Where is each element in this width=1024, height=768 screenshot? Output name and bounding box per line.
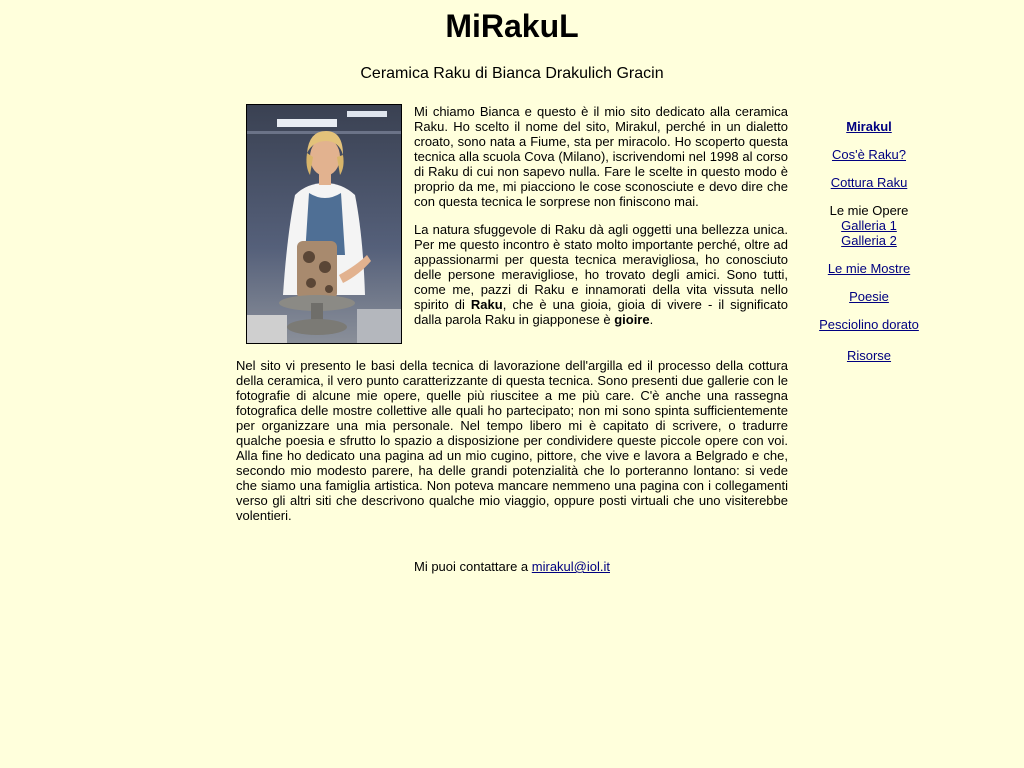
nav-link-cose-raku[interactable]: Cos'è Raku? bbox=[831, 147, 907, 162]
intro-paragraph-2 bbox=[414, 222, 788, 327]
sidebar-nav bbox=[800, 119, 938, 363]
nav-link-mostre[interactable]: Le mie Mostre bbox=[827, 261, 911, 276]
intro-paragraph-2-text-a: La natura sfuggevole di Raku dà agli oggetti una bellezza unica. Per me questo incontro è stato molto importante perché, oltre ad appassionarmi per questa tecnica meravigliosa, ho conosciuto delle persone meravigliose, ho trovato degli amici. Sono tutti, come me, pazzi di Raku e innamorati della vita vissuta nello spirito di bbox=[414, 222, 788, 312]
contact-line bbox=[0, 559, 1024, 574]
email-link[interactable]: mirakul@iol.it bbox=[531, 559, 610, 574]
nav-link-risorse[interactable]: Risorse bbox=[846, 348, 892, 363]
intro-paragraph-2-text-b: , che è una gioia, gioia di vivere - il significato dalla parola Raku in giapponese è bbox=[414, 297, 788, 327]
contact-label: Mi puoi contattare a bbox=[413, 559, 532, 574]
intro-paragraph-1: Mi chiamo Bianca e questo è il mio sito dedicato alla ceramica Raku. Ho scelto il nome del sito, Mirakul, perché in un dialetto croato, sono nata a Fiume, sta per miracolo. Ho scoperto questa tecnica alla scuola Cova (Milano), iscrivendomi nel 1998 al corso di Raku di cui non sapevo nulla. Fare le scelte in questo modo è proprio da me, mi piacciono le cose sconosciute e devo dire che con questa tecnica le sorprese non finiscono mai. bbox=[414, 104, 788, 209]
intro-text bbox=[414, 104, 788, 340]
site-description: Nel sito vi presento le basi della tecnica di lavorazione dell'argilla ed il processo della cottura della ceramica, il vero punto caratterizzante di questa tecnica. Sono presenti due gallerie con le fotografie di alcune mie opere, quelle più riuscitee a me più care. C'è anche una rassegna fotografica delle mostre collettive alle quali ho partecipato; non mi sono spinta sufficientemente per organizzare una mia personale. Nel tempo libero mi è capitato di scrivere, o tradurre qualche poesia e sfrutto lo spazio a disposizione per condividere queste piccole opere con voi. Alla fine ho dedicato una pagina ad un mio cugino, pittore, che vive e lavora a Belgrado e che, secondo mio modesto parere, ha delle grandi potenzialità che lo porteranno lontano: si vede che siamo una famiglia artistica. Non poteva mancare nemmeno una pagina con i collegamenti verso gli altri siti che descrivono qualche mio viaggio, oppure posti virtuali che uno visiterebbe volentieri. bbox=[236, 358, 788, 523]
nav-link-poesie[interactable]: Poesie bbox=[849, 289, 889, 304]
nav-link-galleria-2[interactable]: Galleria 2 bbox=[841, 233, 897, 248]
nav-link-mirakul[interactable]: Mirakul bbox=[846, 119, 892, 134]
nav-link-galleria-1[interactable]: Galleria 1 bbox=[841, 218, 897, 233]
nav-link-pesciolino[interactable]: Pesciolino dorato bbox=[819, 317, 919, 332]
nav-label-opere: Le mie Opere bbox=[829, 203, 909, 218]
bold-gioire: gioire bbox=[614, 312, 650, 327]
site-title: MiRakuL bbox=[445, 8, 579, 44]
nav-link-cottura-raku[interactable]: Cottura Raku bbox=[830, 175, 908, 190]
artist-photo bbox=[246, 104, 402, 344]
intro-paragraph-2-text-c: . bbox=[649, 312, 654, 327]
site-subtitle: Ceramica Raku di Bianca Drakulich Gracin bbox=[360, 65, 664, 82]
bold-raku: Raku bbox=[470, 297, 503, 312]
